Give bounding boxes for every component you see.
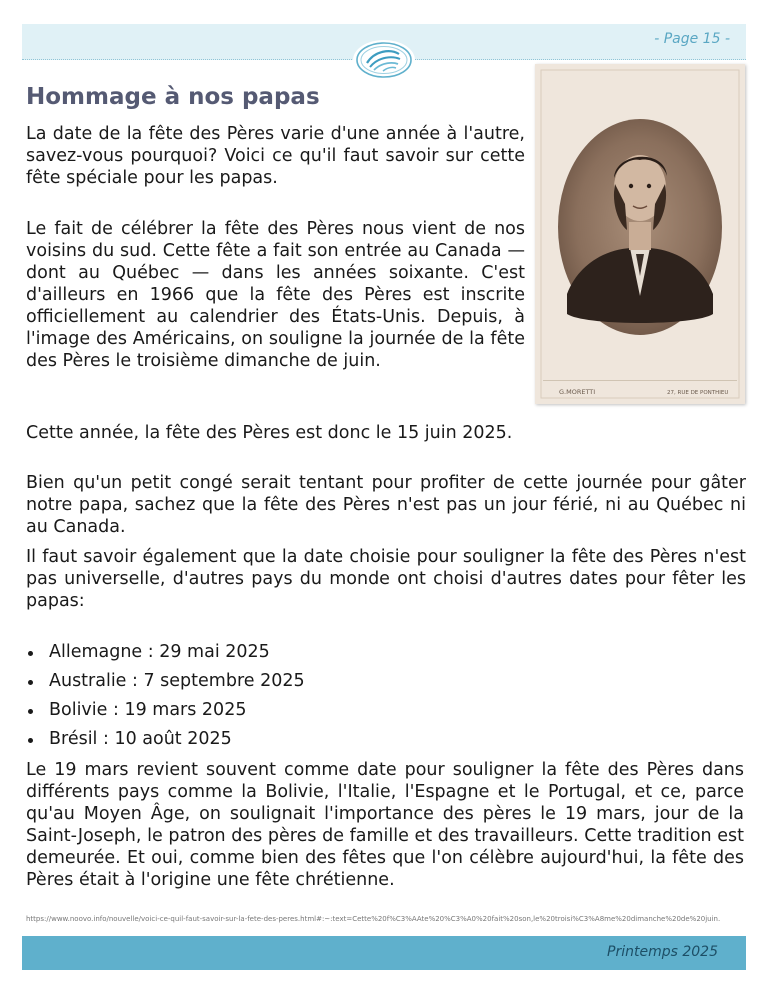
closing-paragraph: Le 19 mars revient souvent comme date pour souligner la fête des Pères dans différents pays comme la Bolivie, l'Italie, l'Espagne et le Portugal, et ce, parce qu'au Moyen Âge, on soulignait l'importance des pères le 19 mars, jour de la Saint-Joseph, le patron des pères de famille et des travailleurs. Cette tradition est demeurée. Et oui, comme bien des fêtes que l'on célèbre aujourd'hui, la fête des Pères était à l'origine une fête chrétienne. xyxy=(26,760,744,890)
photo-caption-left: G.MORETTI xyxy=(559,388,596,396)
history-paragraph: Le fait de célébrer la fête des Pères nous vient de nos voisins du sud. Cette fête a fait son entrée au Canada — dont au Québec — dans les années soixante. C'est d'ailleurs en 1966 que la fête des Pères est inscrite officiellement au calendrier des États-Unis. Depuis, à l'image des Américains, on souligne la journée de la fête des Pères le troisième dimanche de juin. xyxy=(26,219,525,371)
date-paragraph: Cette année, la fête des Pères est donc le 15 juin 2025. xyxy=(26,423,513,443)
vintage-portrait-photo xyxy=(535,64,745,404)
wave-swirl-logo-icon xyxy=(353,40,415,80)
source-link[interactable]: https://www.noovo.info/nouvelle/voici-ce-quil-faut-savoir-sur-la-fete-des-peres.html#:~:text=Cette%20f%C3%AAte%20%C3%A0%20fait%20son,le%20troisi%C3%A8me%20dimanche%20de%20juin. xyxy=(26,915,721,923)
countries-intro-paragraph: Il faut savoir également que la date choisie pour souligner la fête des Pères n'est pas universelle, d'autres pays du monde ont choisi d'autres dates pour fêter les papas: xyxy=(26,547,746,611)
countries-list xyxy=(26,638,746,754)
article-title: Hommage à nos papas xyxy=(26,84,320,110)
list-item: Brésil : 10 août 2025 xyxy=(26,725,746,754)
intro-paragraph: La date de la fête des Pères varie d'une année à l'autre, savez-vous pourquoi? Voici ce qu'il faut savoir sur cette fête spéciale pour les papas. xyxy=(26,124,525,188)
holiday-paragraph: Bien qu'un petit congé serait tentant pour profiter de cette journée pour gâter notre papa, sachez que la fête des Pères n'est pas un jour férié, ni au Québec ni au Canada. xyxy=(26,473,746,537)
list-item: Australie : 7 septembre 2025 xyxy=(26,667,746,696)
list-item: Bolivie : 19 mars 2025 xyxy=(26,696,746,725)
list-item: Allemagne : 29 mai 2025 xyxy=(26,638,746,667)
page-number: - Page 15 - xyxy=(654,31,730,47)
photo-caption-right: 27, RUE DE PONTHIEU xyxy=(667,390,729,396)
footer-label: Printemps 2025 xyxy=(607,944,718,960)
